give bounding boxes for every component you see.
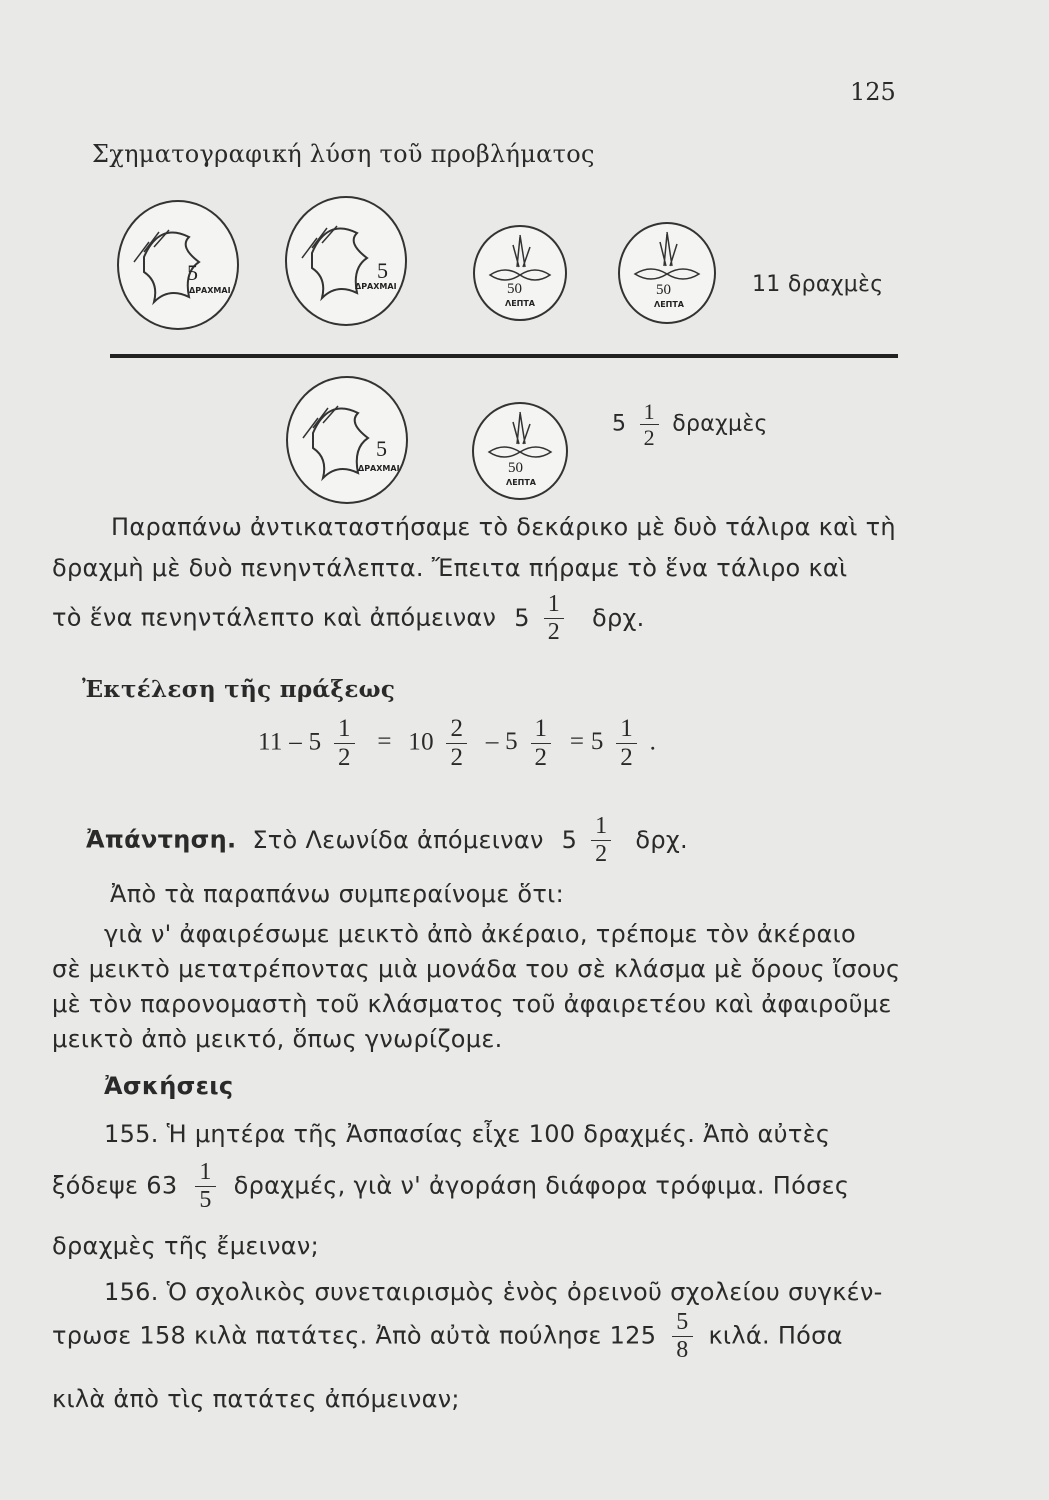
talira-coin-2 (285, 196, 407, 326)
equation-term: 10 (408, 728, 434, 756)
fraction-numerator: 5 (672, 1310, 692, 1337)
coin-text: ΔΡΑΧΜΑΙ (189, 286, 231, 295)
fraction-denominator: 2 (620, 744, 634, 772)
fraction-numerator: 1 (334, 716, 355, 744)
answer-label: Ἀπάντηση. (86, 825, 237, 854)
coin-text: ΛΕΠΤΑ (505, 299, 535, 308)
exercise-155-text: ξόδεψε 63 (52, 1171, 178, 1200)
fraction (334, 716, 355, 772)
fraction (640, 400, 659, 449)
fraction-denominator: 8 (676, 1337, 689, 1364)
exercises-title: Ἀσκήσεις (104, 1072, 234, 1100)
paragraph-line-3-whole: 5 (514, 603, 530, 632)
fraction-denominator: 2 (534, 744, 548, 772)
fraction-denominator: 2 (643, 425, 655, 451)
equation-term: = 5 (569, 728, 604, 756)
fraction-numerator: 1 (531, 716, 552, 744)
paragraph-line-3 (52, 592, 645, 645)
fraction-denominator: 2 (547, 619, 561, 646)
fraction-numerator: 1 (640, 400, 659, 425)
row2-unit: δραχμὲς (672, 411, 768, 437)
coin-value: 50 (656, 282, 671, 298)
equation-period: . (649, 728, 657, 756)
fraction (544, 592, 564, 645)
row2-whole: 5 (612, 411, 627, 437)
coin-value: 5 (377, 258, 388, 283)
fraction (531, 716, 552, 772)
answer-unit: δρχ. (635, 825, 688, 854)
talira-coin-3 (286, 376, 408, 504)
fraction (195, 1160, 215, 1213)
paragraph-line-3-text: τὸ ἕνα πενηντάλεπτο καὶ ἀπόμειναν (52, 603, 497, 632)
fraction (672, 1310, 692, 1363)
fraction-numerator: 1 (195, 1160, 215, 1187)
conclusion-line-2: σὲ μεικτὸ μετατρέποντας μιὰ μονάδα του σὲ κλάσμα μὲ ὅρους ἴσους (52, 955, 901, 983)
answer (86, 814, 688, 867)
section-title: Σχηματογραφική λύση τοῦ προβλήματος (92, 140, 595, 168)
conclusion-line-1: γιὰ ν' ἀφαιρέσωμε μεικτὸ ἀπὸ ἀκέραιο, τρέπομε τὸν ἀκέραιο (104, 920, 857, 948)
answer-text: Στὸ Λεωνίδα ἀπόμειναν (252, 825, 544, 854)
paragraph-line-2: δραχμὴ μὲ δυὸ πενηντάλεπτα. Ἔπειτα πήραμε τὸ ἕνα τάλιρο καὶ (52, 554, 848, 582)
exercise-155-line-2 (52, 1160, 849, 1213)
exercise-156-text: τρωσε 158 κιλὰ πατάτες. Ἀπὸ αὐτὰ πούλησε 125 (52, 1321, 657, 1350)
eagle-icon (288, 378, 406, 502)
exercise-156-text: κιλά. Πόσα (708, 1321, 843, 1350)
fraction (616, 716, 637, 772)
exercise-155-line-1: 155. Ἡ μητέρα τῆς Ἀσπασίας εἶχε 100 δραχμές. Ἀπὸ αὐτὲς (104, 1120, 831, 1148)
conclusion-intro: Ἀπὸ τὰ παραπάνω συμπεραίνομε ὅτι: (110, 880, 564, 908)
divider-rule (110, 354, 898, 358)
exercise-156-line-3: κιλὰ ἀπὸ τὶς πατάτες ἀπόμειναν; (52, 1385, 460, 1413)
fifty-cent-coin-1 (473, 225, 567, 321)
fraction-denominator: 2 (595, 841, 608, 868)
coin-text: ΛΕΠΤΑ (506, 478, 536, 487)
paragraph-line-1: Παραπάνω ἀντικαταστήσαμε τὸ δεκάρικο μὲ δυὸ τάλιρα καὶ τὴ (111, 513, 896, 541)
exercise-156-line-1: 156. Ὁ σχολικὸς συνεταιρισμὸς ἑνὸς ὀρεινοῦ σχολείου συγκέν- (104, 1278, 883, 1306)
equation (258, 716, 656, 772)
fraction (446, 716, 467, 772)
execution-title: Ἐκτέλεση τῆς πράξεως (82, 676, 396, 703)
fraction (591, 814, 611, 867)
coin-text: ΔΡΑΧΜΑΙ (355, 282, 397, 291)
fraction-numerator: 1 (544, 592, 564, 619)
fifty-cent-coin-3 (472, 402, 568, 500)
talira-coin-1 (117, 200, 239, 330)
equation-term: 11 – 5 (258, 728, 322, 756)
fraction-numerator: 2 (446, 716, 467, 744)
coin-value: 5 (376, 436, 387, 461)
conclusion-line-3: μὲ τὸν παρονομαστὴ τοῦ κλάσματος τοῦ ἀφαιρετέου καὶ ἀφαιροῦμε (52, 990, 892, 1018)
exercise-155-line-3: δραχμὲς τῆς ἔμειναν; (52, 1232, 319, 1260)
equation-term: – 5 (485, 728, 518, 756)
fraction-numerator: 1 (591, 814, 611, 841)
coin-value: 50 (508, 460, 523, 476)
paragraph-line-3-unit: δρχ. (591, 603, 645, 632)
row1-label: 11 δραχμὲς (752, 272, 884, 297)
coin-text: ΛΕΠΤΑ (654, 300, 684, 309)
exercise-155-text: δραχμές, γιὰ ν' ἀγοράση διάφορα τρόφιμα. Πόσες (233, 1171, 850, 1200)
eagle-icon (119, 202, 237, 328)
row2-label (612, 400, 768, 449)
coin-text: ΔΡΑΧΜΑΙ (358, 464, 400, 473)
fraction-numerator: 1 (616, 716, 637, 744)
page-number: 125 (850, 78, 896, 106)
coin-value: 50 (507, 281, 522, 297)
fifty-cent-coin-2 (618, 222, 716, 324)
equals-sign: = (377, 728, 392, 756)
fraction-denominator: 5 (199, 1187, 212, 1214)
exercise-156-line-2 (52, 1310, 843, 1363)
answer-whole: 5 (561, 825, 578, 854)
fraction-denominator: 2 (337, 744, 351, 772)
fraction-denominator: 2 (450, 744, 464, 772)
conclusion-line-4: μεικτὸ ἀπὸ μεικτό, ὅπως γνωρίζομε. (52, 1025, 503, 1053)
coin-value: 5 (187, 260, 198, 285)
